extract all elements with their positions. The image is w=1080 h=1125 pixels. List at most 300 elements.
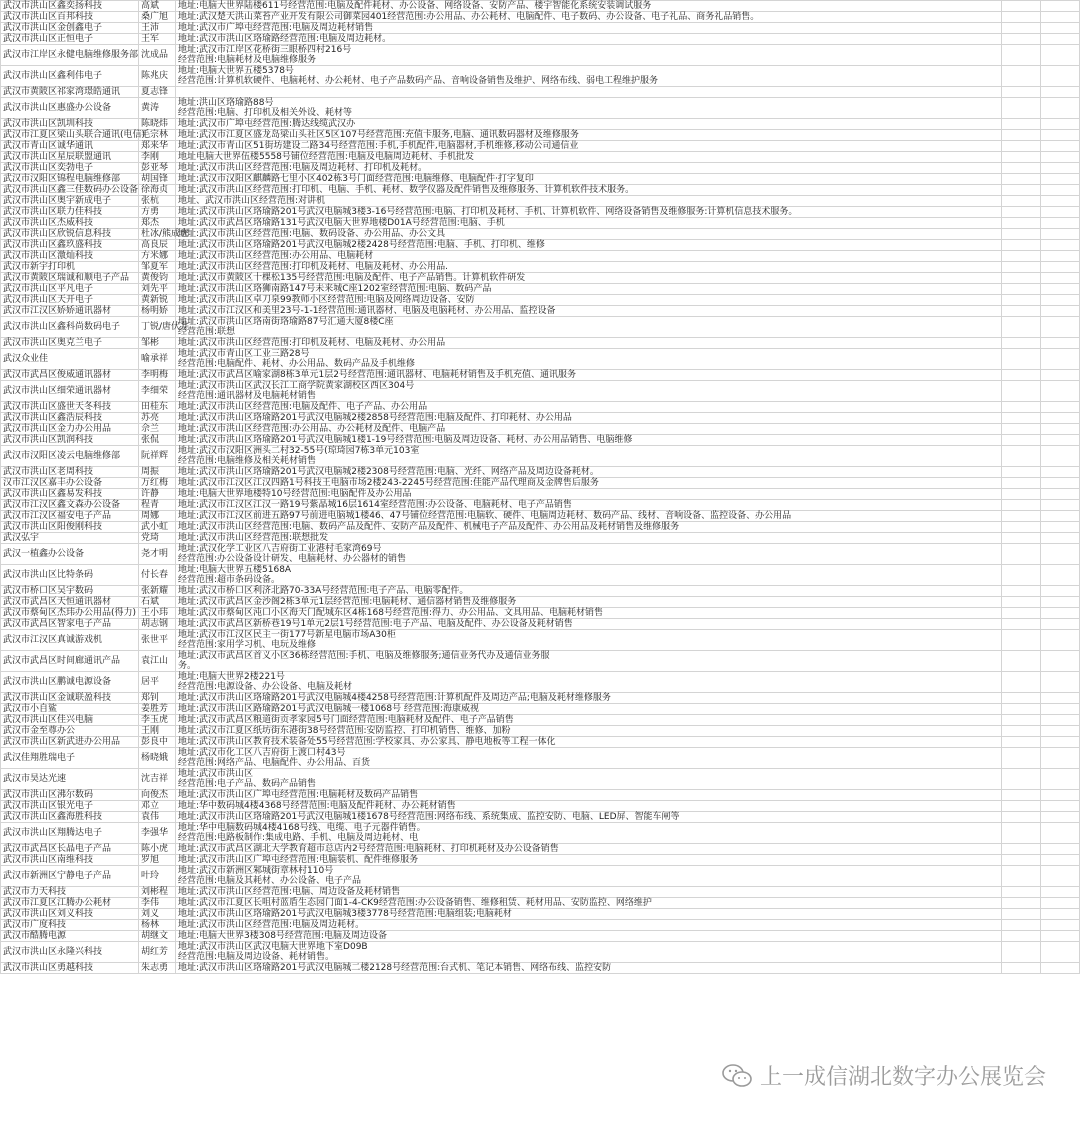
company-name-cell: 武汉市洪山区金创鑫电子	[1, 23, 139, 34]
contact-person-cell: 李玉虎	[139, 715, 176, 726]
contact-person-cell: 黄俊钧	[139, 273, 176, 284]
empty-cell	[1041, 630, 1080, 651]
empty-cell	[1041, 597, 1080, 608]
table-row	[1, 262, 1080, 273]
address-scope-cell	[176, 715, 1002, 726]
company-name-cell: 武汉市洪山区鑫利伟电子	[1, 66, 139, 87]
address-scope-line: 地址:武汉市武昌区珞瑜路131号武汉电脑大世界地楼D01A号经营范围:电脑、手机	[178, 218, 505, 228]
address-scope-cell	[176, 66, 1002, 87]
company-name-cell: 武汉市洪山区永隆兴科技	[1, 942, 139, 963]
table-row	[1, 273, 1080, 284]
empty-cell	[1041, 141, 1080, 152]
company-name-cell: 武汉市洪山区老周科技	[1, 467, 139, 478]
empty-cell	[1041, 467, 1080, 478]
empty-cell	[1041, 693, 1080, 704]
company-name-cell: 武汉市洪山区奥宇新成电子	[1, 196, 139, 207]
table-row	[1, 801, 1080, 812]
address-scope-cell	[176, 295, 1002, 306]
address-scope-line: 地址:武汉市洪山区珞瑜路201号武汉电脑城3楼3778号经营范围:电脑组装;电脑耗材	[178, 909, 512, 919]
empty-cell	[1002, 898, 1041, 909]
address-scope-cell	[176, 130, 1002, 141]
address-scope-cell	[176, 98, 1002, 119]
address-scope-line: 地址:武汉市广埠屯经营范围:电脑及周边耗材销售	[178, 23, 374, 33]
company-name-cell: 武汉市洪山区鑫易发科技	[1, 489, 139, 500]
company-name-cell: 武汉市洪山区欣锐信息科技	[1, 229, 139, 240]
company-name-cell: 武汉市武昌区时间廊通讯产品	[1, 651, 139, 672]
empty-cell	[1002, 446, 1041, 467]
table-row	[1, 790, 1080, 801]
table-row	[1, 769, 1080, 790]
address-scope-line: 地址:武汉市江汉区江汉四路1号科技王电脑市场2楼243-2245号经营范围:佳能产品代理商及金牌售后服务	[178, 478, 599, 488]
address-scope-cell	[176, 218, 1002, 229]
contact-person-cell: 王军	[139, 34, 176, 45]
address-scope-cell	[176, 500, 1002, 511]
company-name-cell: 武汉市洪山区鑫科尚数码电子	[1, 317, 139, 338]
empty-cell	[1041, 855, 1080, 866]
address-scope-cell	[176, 229, 1002, 240]
empty-cell	[1041, 284, 1080, 295]
company-name-cell: 武汉市桥口区吴宇数码	[1, 586, 139, 597]
empty-cell	[1002, 402, 1041, 413]
empty-cell	[1041, 715, 1080, 726]
address-scope-line: 经营范围:超市条码设备。	[178, 575, 281, 585]
company-name-cell: 武汉市黄陂区瑞诚和顺电子产品	[1, 273, 139, 284]
address-scope-line: 务。	[178, 661, 197, 671]
company-name-cell: 武汉市洪山区盛世天冬科技	[1, 402, 139, 413]
empty-cell	[1041, 402, 1080, 413]
address-scope-line: 地址:武汉市洪山区经营范围:电脑及周边耗材、打印机及耗材。	[178, 163, 428, 173]
contact-person-cell: 黄新锐	[139, 295, 176, 306]
empty-cell	[1002, 651, 1041, 672]
contact-person-cell: 沈成品	[139, 45, 176, 66]
contact-person-cell: 袁江山	[139, 651, 176, 672]
address-scope-line: 地址:武汉市江汉区民主一街177号新星电脑市场A30柜	[178, 630, 396, 640]
table-row	[1, 196, 1080, 207]
company-name-cell: 武汉市洪山区银光电子	[1, 801, 139, 812]
empty-cell	[1002, 489, 1041, 500]
company-name-cell: 武汉市洪山区激灿科技	[1, 251, 139, 262]
company-name-cell: 武汉市洪山区鑫浩辰科技	[1, 413, 139, 424]
table-row	[1, 726, 1080, 737]
company-name-cell: 武汉市青山区诚华通讯	[1, 141, 139, 152]
contact-person-cell: 方米娜	[139, 251, 176, 262]
empty-cell	[1041, 801, 1080, 812]
address-scope-line: 地址:电脑大世界陆楼611号经营范围:电脑及配件耗材、办公设备、网络设备、安防产品、楼宇智能化系统安装调试服务	[178, 1, 652, 11]
table-row	[1, 855, 1080, 866]
address-scope-line: 地址:武汉市江夏区长咀村蓝盾生态园门面1-4-CK9经营范围:办公设备销售、维修租赁、耗材用品、安防监控、网络维护	[178, 898, 652, 908]
address-scope-cell	[176, 240, 1002, 251]
address-scope-cell	[176, 522, 1002, 533]
table-row	[1, 920, 1080, 931]
empty-cell	[1002, 424, 1041, 435]
table-row	[1, 565, 1080, 586]
address-scope-line: 地址:武汉市洪山区经营范围:电脑及配件、电子产品、办公用品	[178, 402, 428, 412]
address-scope-cell	[176, 467, 1002, 478]
empty-cell	[1002, 586, 1041, 597]
address-scope-cell	[176, 942, 1002, 963]
address-scope-line: 地址:武汉市洪山区经营范围:电脑、数码产品及配件、安防产品及配件、机械电子产品及配件、办公用品及耗材销售及维修服务	[178, 522, 680, 532]
empty-cell	[1041, 349, 1080, 370]
contact-person-cell: 罗旭	[139, 855, 176, 866]
empty-cell	[1002, 370, 1041, 381]
company-name-cell: 武汉市金至尊办公	[1, 726, 139, 737]
address-scope-cell	[176, 1, 1002, 12]
address-scope-line: 地址:武汉市洪山区珞瑜路201号武汉电脑城4楼4258号经营范围:计算机配件及周边产品;电脑及耗材维修服务	[178, 693, 611, 703]
empty-cell	[1041, 844, 1080, 855]
table-row	[1, 174, 1080, 185]
address-scope-line: 地址:武汉化学工业区八吉府街工业港村毛家湾69号	[178, 544, 382, 554]
table-row	[1, 295, 1080, 306]
contact-person-cell: 苏亮	[139, 413, 176, 424]
empty-cell	[1002, 737, 1041, 748]
contact-person-cell: 张新耀	[139, 586, 176, 597]
company-name-cell: 武汉市洪山区鑫玖盛科技	[1, 240, 139, 251]
company-name-cell: 武汉众业佳	[1, 349, 139, 370]
address-scope-line: 地址:武汉市洪山区珞瑜路201号武汉电脑城1楼1678号经营范围:网络布线、系统集成、监控安防、电脑、LED屏、智能车闸等	[178, 812, 680, 822]
empty-cell	[1002, 726, 1041, 737]
contact-person-cell: 姜胜芳	[139, 704, 176, 715]
company-name-cell: 武汉市酷腾电源	[1, 931, 139, 942]
empty-cell	[1041, 174, 1080, 185]
contact-person-cell: 朱志勇	[139, 963, 176, 974]
table-row	[1, 130, 1080, 141]
address-scope-line: 地址:武汉市洪山区珞狮南路147号未来城C座1202室经营范围:电脑、数码产品	[178, 284, 492, 294]
empty-cell	[1002, 273, 1041, 284]
empty-cell	[1002, 240, 1041, 251]
contact-person-cell: 李伟	[139, 898, 176, 909]
empty-cell	[1041, 152, 1080, 163]
address-scope-cell	[176, 801, 1002, 812]
contact-person-cell: 邹彬	[139, 338, 176, 349]
empty-cell	[1002, 931, 1041, 942]
address-scope-cell	[176, 273, 1002, 284]
empty-cell	[1002, 467, 1041, 478]
contact-person-cell: 高良辰	[139, 240, 176, 251]
table-row	[1, 511, 1080, 522]
address-scope-cell	[176, 251, 1002, 262]
empty-cell	[1041, 737, 1080, 748]
contact-person-cell: 居平	[139, 672, 176, 693]
empty-cell	[1002, 66, 1041, 87]
address-scope-cell	[176, 511, 1002, 522]
company-name-cell: 武汉市昊达光速	[1, 769, 139, 790]
table-row	[1, 704, 1080, 715]
table-row	[1, 98, 1080, 119]
contact-person-cell: 万红梅	[139, 478, 176, 489]
empty-cell	[1041, 370, 1080, 381]
company-name-cell: 武汉市洪山区金诚联盈科技	[1, 693, 139, 704]
contact-person-cell: 李细荣	[139, 381, 176, 402]
company-name-cell: 武汉市洪山区翔腾达电子	[1, 823, 139, 844]
empty-cell	[1041, 446, 1080, 467]
empty-cell	[1002, 349, 1041, 370]
address-scope-cell	[176, 748, 1002, 769]
watermark-text: 上一成信湖北数字办公展览会	[759, 1065, 1046, 1090]
address-scope-cell	[176, 898, 1002, 909]
empty-cell	[1041, 251, 1080, 262]
table-row	[1, 533, 1080, 544]
table-row	[1, 931, 1080, 942]
address-scope-line: 地址:武汉市江汉区前进五路97号前进电脑城1楼46、47号铺位经营范围:电脑软、硬件、电脑周边耗材、数码产品、线材、音响设备、监控设备、办公用品	[178, 511, 792, 521]
empty-cell	[1041, 898, 1080, 909]
company-name-cell: 武汉市新洲区宁静电子产品	[1, 866, 139, 887]
empty-cell	[1041, 338, 1080, 349]
empty-cell	[1002, 693, 1041, 704]
empty-cell	[1002, 565, 1041, 586]
company-name-cell: 武汉市洪山区正恒电子	[1, 34, 139, 45]
company-name-cell: 武汉市洪山区凯圳科技	[1, 119, 139, 130]
contact-person-cell: 胡红芳	[139, 942, 176, 963]
address-scope-cell	[176, 317, 1002, 338]
contact-person-cell: 胡国锋	[139, 174, 176, 185]
empty-cell	[1002, 801, 1041, 812]
address-scope-line: 地址:武汉市洪山区广埠屯经营范围:电脑装机、配件维修服务	[178, 855, 419, 865]
company-name-cell: 武汉市新宇打印机	[1, 262, 139, 273]
company-name-cell: 武汉佳翔胜瑞电子	[1, 748, 139, 769]
empty-cell	[1002, 435, 1041, 446]
contact-person-cell: 李明梅	[139, 370, 176, 381]
empty-cell	[1002, 141, 1041, 152]
address-scope-line: 地址:洪山区珞瑜路88号	[178, 98, 274, 108]
table-row	[1, 119, 1080, 130]
table-row	[1, 23, 1080, 34]
table-row	[1, 66, 1080, 87]
contact-person-cell: 彭良中	[139, 737, 176, 748]
contact-person-cell: 周娜	[139, 511, 176, 522]
address-scope-cell	[176, 619, 1002, 630]
empty-cell	[1041, 306, 1080, 317]
address-scope-line: 经营范围:电脑维修及相关耗材销售	[178, 456, 317, 466]
address-scope-line: 经营范围:电路板制作:集成电路、手机、电脑及周边耗材、电	[178, 833, 419, 843]
empty-cell	[1041, 12, 1080, 23]
company-name-cell: 武汉市洪山区联力佳科技	[1, 207, 139, 218]
address-scope-line: 地址:武汉市洪山区珞瑜路201号武汉电脑城1楼1-19号经营范围:电脑及周边设备、耗材、办公用品销售、电脑维修	[178, 435, 633, 445]
address-scope-line: 地址:武汉市洪山区经营范围:电脑及周边耗材。	[178, 920, 365, 930]
empty-cell	[1002, 715, 1041, 726]
address-scope-line: 地址:武汉市汉阳区麒麟路七里小区402栋3号门面经营范围:电脑维修、电脑配件·打字复印	[178, 174, 534, 184]
empty-cell	[1041, 218, 1080, 229]
address-scope-cell	[176, 672, 1002, 693]
empty-cell	[1041, 963, 1080, 974]
empty-cell	[1041, 500, 1080, 511]
address-scope-line: 地址:武汉市江汉区和美里23号-1-1经营范围:通讯器材、电脑及电脑耗材、办公用品、监控设备	[178, 306, 556, 316]
contact-person-cell: 李强华	[139, 823, 176, 844]
empty-cell	[1041, 196, 1080, 207]
empty-cell	[1041, 931, 1080, 942]
contact-person-cell: 杨明娇	[139, 306, 176, 317]
empty-cell	[1002, 920, 1041, 931]
table-row	[1, 619, 1080, 630]
company-name-cell: 武汉市江汉区真诚游戏机	[1, 630, 139, 651]
table-row	[1, 898, 1080, 909]
company-name-cell: 武汉市洪山区奕勃电子	[1, 163, 139, 174]
table-row	[1, 152, 1080, 163]
company-name-cell: 武汉市洪山区佳兴电脑	[1, 715, 139, 726]
empty-cell	[1041, 262, 1080, 273]
empty-cell	[1041, 748, 1080, 769]
empty-cell	[1041, 533, 1080, 544]
table-row	[1, 866, 1080, 887]
table-row	[1, 284, 1080, 295]
address-scope-line: 地址:华中电脑数码城4楼4168号线、电缆、电子元器件销售。	[178, 823, 426, 833]
empty-cell	[1002, 522, 1041, 533]
company-name-cell: 武汉弘宇	[1, 533, 139, 544]
table-row	[1, 672, 1080, 693]
empty-cell	[1002, 163, 1041, 174]
address-scope-line: 经营范围:计算机软硬件、电脑耗材、办公耗材、电子产品数码产品、音响设备销售及维护、网络布线、弱电工程维护服务	[178, 76, 659, 86]
empty-cell	[1002, 844, 1041, 855]
address-scope-line: 地址:武汉市洪山区珞瑜路201号武汉电脑城二楼2128号经营范围:台式机、笔记本销售、网络布线、监控安防	[178, 963, 612, 973]
address-scope-line: 地址:武汉市武昌区新桥巷19号1单元2层1号经营范围:电子产品、电脑及配件、办公设备及耗材销售	[178, 619, 573, 629]
contact-person-cell: 程青	[139, 500, 176, 511]
company-name-cell: 武汉市江夏区梁山头联合通讯(电信)	[1, 130, 139, 141]
empty-cell	[1002, 218, 1041, 229]
empty-cell	[1002, 174, 1041, 185]
company-name-cell: 武汉市广度科技	[1, 920, 139, 931]
table-row	[1, 963, 1080, 974]
table-row	[1, 229, 1080, 240]
table-row	[1, 597, 1080, 608]
contact-person-cell: 刘义	[139, 909, 176, 920]
address-scope-cell	[176, 207, 1002, 218]
empty-cell	[1041, 1, 1080, 12]
address-scope-cell	[176, 338, 1002, 349]
contact-person-cell: 王小玮	[139, 608, 176, 619]
address-scope-line: 地址:武汉市洪山区珞瑜路201号武汉电脑城3楼3-16号经营范围:电脑、打印机及耗材、手机、计算机软件、网络设备销售及维修服务:计算机信息技术服务。	[178, 207, 798, 217]
empty-cell	[1041, 273, 1080, 284]
address-scope-line: 地址:武汉市武昌区湖北大学教育超市总店内2号经营范围:电脑耗材、打印机耗材及办公设备销售	[178, 844, 559, 854]
table-row	[1, 413, 1080, 424]
address-scope-cell	[176, 262, 1002, 273]
address-scope-line: 地址:武汉市洪山区经营范围:打印机、电脑、手机、耗材、数学仪器及配件销售及维修服务、计算机软件技术服务。	[178, 185, 635, 195]
company-name-cell: 武汉市洪山区南维科技	[1, 855, 139, 866]
contact-person-cell: 郑钊	[139, 693, 176, 704]
table-row	[1, 141, 1080, 152]
empty-cell	[1041, 565, 1080, 586]
address-scope-line: 地址:武汉市新洲区邾城街章林村110号	[178, 866, 334, 876]
empty-cell	[1041, 119, 1080, 130]
empty-cell	[1002, 812, 1041, 823]
table-row	[1, 1, 1080, 12]
contact-person-cell: 党琦	[139, 533, 176, 544]
company-name-cell: 武汉市洪山区鑫奕扬科技	[1, 1, 139, 12]
company-name-cell: 武汉市洪山区惠盛办公设备	[1, 98, 139, 119]
address-scope-cell	[176, 565, 1002, 586]
empty-cell	[1041, 435, 1080, 446]
table-row	[1, 163, 1080, 174]
contact-person-cell: 尧才明	[139, 544, 176, 565]
empty-cell	[1041, 909, 1080, 920]
table-row	[1, 424, 1080, 435]
company-name-cell: 武汉市江汉区鑫文森办公设备	[1, 500, 139, 511]
contact-person-cell: 彭亚琴	[139, 163, 176, 174]
empty-cell	[1002, 769, 1041, 790]
address-scope-line: 地址:武汉市洪山区经营范围:电脑、数码设备、办公用品、办公文具	[178, 229, 446, 239]
address-scope-line: 地址:武汉市武昌区金沙阁2栋3单元1层经营范围:电脑耗材、通信器材销售及维修服务	[178, 597, 517, 607]
empty-cell	[1002, 413, 1041, 424]
company-name-cell: 武汉市洪山区鑫三佳数码办公设备	[1, 185, 139, 196]
address-scope-line: 地址:武汉市洪山区武汉长江工商学院黄家湖校区西区304号	[178, 381, 415, 391]
contact-person-cell: 张杭	[139, 196, 176, 207]
table-row	[1, 435, 1080, 446]
empty-cell	[1041, 130, 1080, 141]
empty-cell	[1041, 489, 1080, 500]
address-scope-line: 地址:武汉市洪山区珞南街珞瑜路87号汇通大厦8楼C座	[178, 317, 394, 327]
company-name-cell: 武汉市洪山区平凡电子	[1, 284, 139, 295]
address-scope-line: 地址:武汉市洪山区路瑜路201号武汉电脑城一楼1068号 经营范围:海康威视	[178, 704, 480, 714]
company-name-cell: 武汉市武昌区天恒通讯器材	[1, 597, 139, 608]
empty-cell	[1041, 317, 1080, 338]
company-name-cell: 武汉市武昌区长晶电子产品	[1, 844, 139, 855]
company-name-cell: 武汉市汉阳区锦程电脑维修部	[1, 174, 139, 185]
empty-cell	[1002, 381, 1041, 402]
table-row	[1, 500, 1080, 511]
address-scope-line: 地址:武汉市洪山区珞瑜路经营范围:电脑及周边耗材。	[178, 34, 392, 44]
contact-person-cell: 周振	[139, 467, 176, 478]
company-name-cell: 武汉市洪山区星辰联盟通讯	[1, 152, 139, 163]
address-scope-cell	[176, 446, 1002, 467]
empty-cell	[1002, 196, 1041, 207]
empty-cell	[1002, 478, 1041, 489]
address-scope-line: 地址:武汉市洪山区广埠屯经营范围:电脑耗材及数码产品销售	[178, 790, 419, 800]
address-scope-cell	[176, 45, 1002, 66]
address-scope-line: 地址:武汉市江夏区纸坊街东港街38号经营范围:安防监控、打印机销售、维修、加粉	[178, 726, 511, 736]
empty-cell	[1041, 295, 1080, 306]
contact-person-cell: 王刚	[139, 726, 176, 737]
empty-cell	[1041, 207, 1080, 218]
contact-person-cell: 胡志钢	[139, 619, 176, 630]
company-name-cell: 武汉市武昌区智家电子产品	[1, 619, 139, 630]
empty-cell	[1002, 317, 1041, 338]
company-name-cell: 武汉市力天科技	[1, 887, 139, 898]
address-scope-cell	[176, 435, 1002, 446]
company-name-cell: 汉市江汉区嘉丰办公设备	[1, 478, 139, 489]
address-scope-line: 地址:电脑大世界3楼308号经营范围:电脑及周边设备	[178, 931, 387, 941]
table-row	[1, 715, 1080, 726]
table-row	[1, 887, 1080, 898]
address-scope-line: 地址:武汉市洪山区武汉电脑大世界地下室D09B	[178, 942, 368, 952]
empty-cell	[1041, 381, 1080, 402]
empty-cell	[1002, 887, 1041, 898]
company-name-cell: 武汉市黄陂区祁家湾璟皓通讯	[1, 87, 139, 98]
address-scope-cell	[176, 726, 1002, 737]
empty-cell	[1041, 163, 1080, 174]
empty-cell	[1002, 34, 1041, 45]
contact-person-cell: 刘彬程	[139, 887, 176, 898]
table-row	[1, 748, 1080, 769]
address-scope-line: 地址:武汉市青山区51街坊建设二路34号经营范围:手机,手机配件,电脑器材,手机维修,移动公司通信业	[178, 141, 579, 151]
contact-person-cell: 沈吉祥	[139, 769, 176, 790]
contact-person-cell: 郑杰	[139, 218, 176, 229]
empty-cell	[1041, 66, 1080, 87]
table-row	[1, 651, 1080, 672]
company-name-cell: 武汉市洪山区凯润科技	[1, 435, 139, 446]
address-scope-line: 地址:武汉市江岸区花桥街三眼桥四村216号	[178, 45, 352, 55]
address-scope-cell	[176, 812, 1002, 823]
address-scope-cell	[176, 909, 1002, 920]
contact-person-cell: 李刚	[139, 152, 176, 163]
empty-cell	[1002, 619, 1041, 630]
empty-cell	[1002, 866, 1041, 887]
company-name-cell: 武汉一植鑫办公设备	[1, 544, 139, 565]
empty-cell	[1002, 295, 1041, 306]
empty-cell	[1002, 262, 1041, 273]
address-scope-cell	[176, 402, 1002, 413]
empty-cell	[1041, 726, 1080, 737]
wechat-icon	[722, 1063, 752, 1089]
empty-cell	[1002, 284, 1041, 295]
address-scope-line: 地址:武汉市洪山区珞瑜路201号武汉电脑城2楼2428号经营范围:电脑、手机、打印机、维修	[178, 240, 545, 250]
